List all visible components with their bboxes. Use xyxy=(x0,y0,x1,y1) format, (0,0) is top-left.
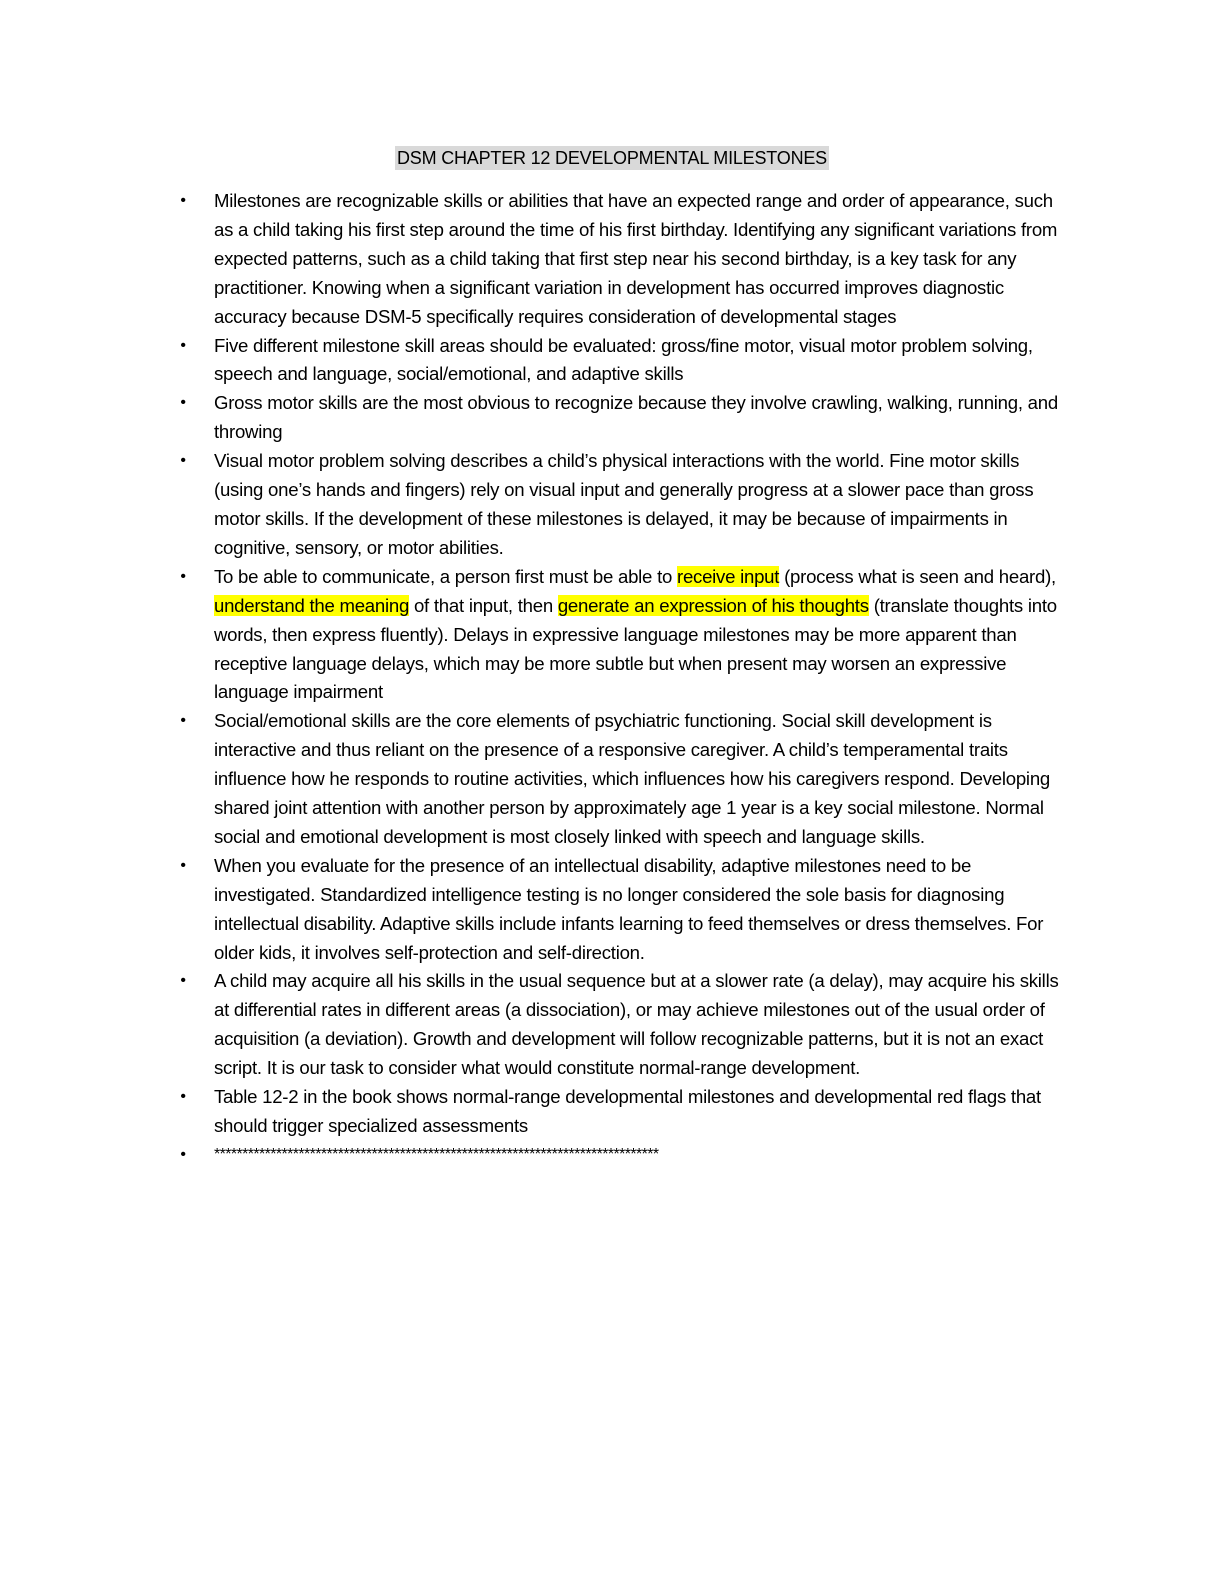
list-item xyxy=(172,967,1072,1083)
item-text: Five different milestone skill areas should be evaluated: gross/fine motor, visual motor problem solving, speech and language, social/emotional, and adaptive skills xyxy=(214,334,1033,385)
item-text-segment: To be able to communicate, a person first must be able to xyxy=(214,565,677,587)
list-item xyxy=(172,852,1072,968)
list-item xyxy=(172,389,1072,447)
title-wrap xyxy=(0,146,1224,170)
item-text-segment: (translate thoughts into words, then express fluently). Delays in expressive language milestones may be more apparent than receptive language delays, which may be more subtle but when present may worsen an expressive language impairment xyxy=(214,594,1057,703)
highlighted-text: understand the meaning xyxy=(214,594,410,616)
list-item xyxy=(172,1083,1072,1141)
item-text: When you evaluate for the presence of an intellectual disability, adaptive milestones need to be investigated. Standardized intelligence testing is no longer considered the sole basis for diagnosing intellectual disability. Adaptive skills include infants learning to feed themselves or dress themselves. For older kids, it involves self-protection and self-direction. xyxy=(214,854,1044,963)
item-text: Visual motor problem solving describes a child’s physical interactions with the world. Fine motor skills (using one’s hands and fingers) rely on visual input and generally progress at a slower pace than gross motor skills. If the development of these milestones is delayed, it may be because of impairments in cognitive, sensory, or motor abilities. xyxy=(214,450,1034,558)
item-text: Social/emotional skills are the core elements of psychiatric functioning. Social skill development is interactive and thus reliant on the presence of a responsive caregiver. A child’s temperamental traits influence how he responds to routine activities, which influences how his caregivers respond. Developing shared joint attention with another person by approximately age 1 year is a key social milestone. Normal social and emotional development is most closely linked with speech and language skills. xyxy=(214,710,1050,847)
bullet-icon: • xyxy=(180,567,186,585)
bullet-icon: • xyxy=(180,192,186,209)
bullet-icon: • xyxy=(180,1088,186,1106)
list-item xyxy=(172,187,1072,332)
item-text: A child may acquire all his skills in the usual sequence but at a slower rate (a delay), may acquire his skills at differential rates in different areas (a dissociation), or may achieve milestones out of the usual order of acquisition (a deviation). Growth and development will follow recognizable patterns, but it is not an exact script. It is our task to consider what would constitute normal-range development. xyxy=(214,970,1059,1079)
item-text: Table 12-2 in the book shows normal-range developmental milestones and developmental red flags that should trigger specialized assessments xyxy=(214,1086,1041,1136)
highlighted-text: generate an expression of his thoughts xyxy=(557,594,869,616)
item-text: Gross motor skills are the most obvious to recognize because they involve crawling, walking, running, and throwing xyxy=(214,392,1058,443)
bullet-icon: • xyxy=(180,452,186,470)
bullet-icon: • xyxy=(180,856,186,874)
list-item xyxy=(172,1141,1072,1170)
list-item xyxy=(172,447,1072,563)
highlighted-text: receive input xyxy=(677,565,780,587)
list-item xyxy=(172,332,1072,390)
page-title: DSM CHAPTER 12 DEVELOPMENTAL MILESTONES xyxy=(397,148,827,168)
list-item xyxy=(172,707,1072,852)
bullet-list xyxy=(172,187,1072,1170)
bullet-icon: • xyxy=(180,972,186,990)
item-text-segment: of that input, then xyxy=(409,594,558,616)
asterisk-separator: ******************************************************************************* xyxy=(214,1145,659,1163)
bullet-icon: • xyxy=(180,394,186,412)
item-text-segment: (process what is seen and heard), xyxy=(779,565,1056,587)
bullet-icon: • xyxy=(180,336,186,354)
list-item xyxy=(172,563,1072,708)
bullet-icon: • xyxy=(180,712,186,730)
bullet-icon: • xyxy=(180,1145,186,1163)
item-text: Milestones are recognizable skills or abilities that have an expected range and order of appearance, such as a child taking his first step around the time of his first birthday. Identifying any significant variations from expected patterns, such as a child taking that first step near his second birthday, is a key task for any practitioner. Knowing when a significant variation in development has occurred improves diagnostic accuracy because DSM-5 specifically requires consideration of developmental stages xyxy=(214,190,1058,327)
